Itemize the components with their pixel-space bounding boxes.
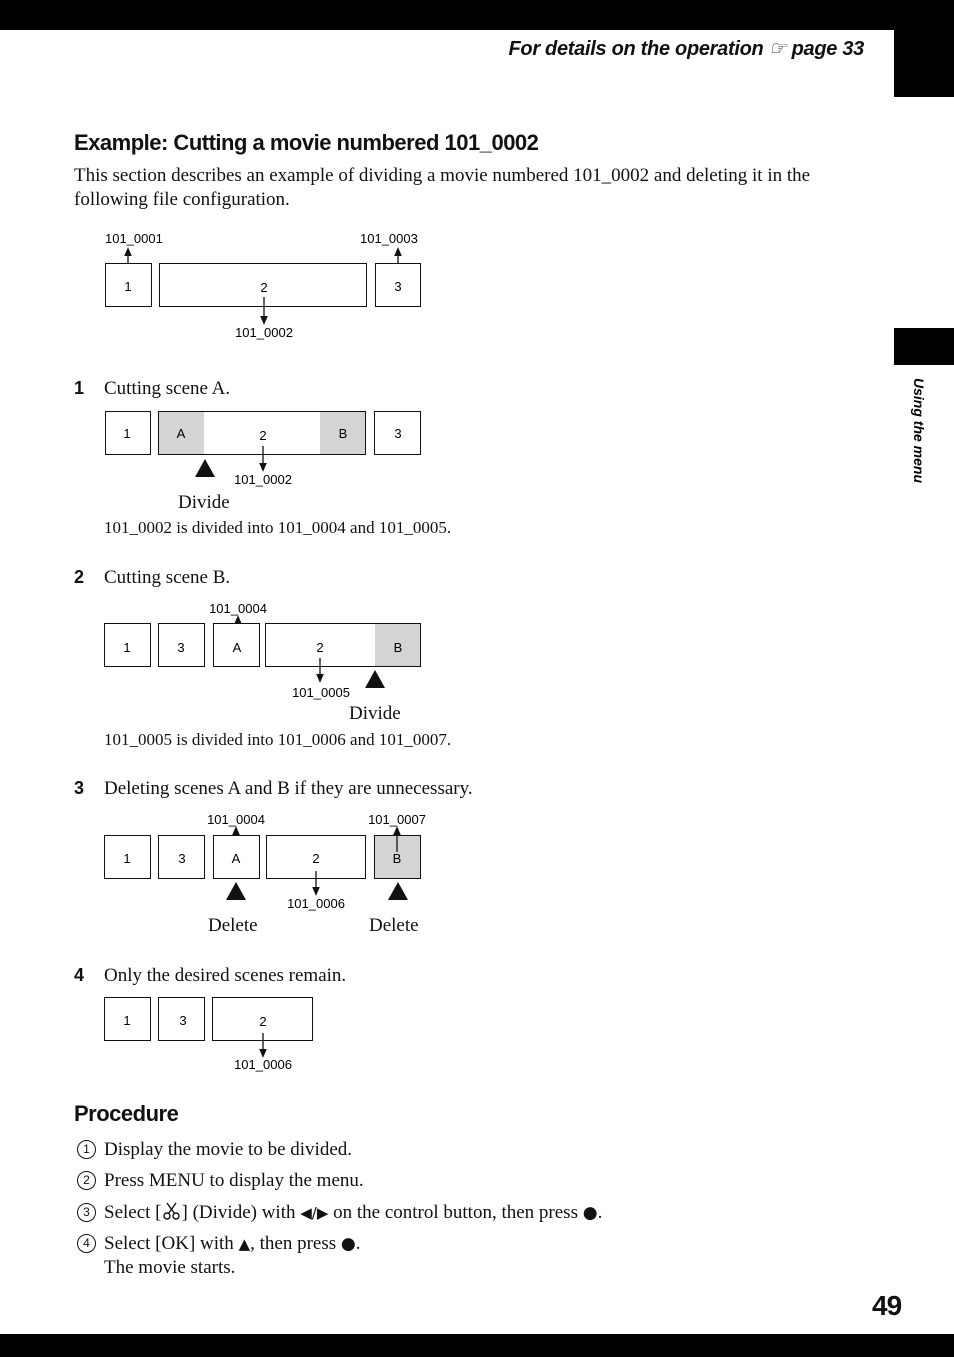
top-bar bbox=[0, 0, 954, 30]
label-101-0001: 101_0001 bbox=[105, 231, 163, 246]
divide-marker-icon bbox=[365, 670, 385, 688]
procedure-item-3-number: 3 bbox=[77, 1203, 96, 1222]
top-tab-block bbox=[894, 30, 954, 97]
procedure-item-1: Display the movie to be divided. bbox=[104, 1139, 353, 1160]
diagram-step4 bbox=[0, 992, 460, 1082]
delete-label-left: Delete bbox=[208, 915, 258, 936]
left-right-arrows-icon: ◀/▶ bbox=[300, 1204, 329, 1222]
cell-1: 1 bbox=[123, 851, 131, 866]
cell-3: 3 bbox=[178, 851, 186, 866]
cell-2: 2 bbox=[259, 1014, 267, 1029]
diagram-file-configuration bbox=[0, 225, 460, 350]
center-button-icon: ● bbox=[582, 1203, 598, 1223]
step-note: 101_0002 is divided into 101_0004 and 101_0005. bbox=[104, 518, 452, 537]
step-text: Cutting scene B. bbox=[104, 567, 231, 588]
diagram-step3 bbox=[0, 808, 460, 918]
cell-1: 1 bbox=[123, 426, 131, 441]
scene-a: A bbox=[232, 640, 242, 655]
step-number: 3 bbox=[74, 778, 85, 798]
divide-label: Divide bbox=[349, 703, 401, 724]
procedure-item-2: Press MENU to display the menu. bbox=[104, 1170, 364, 1191]
scene-a: A bbox=[176, 426, 186, 441]
label-101-0004: 101_0004 bbox=[209, 601, 267, 616]
example-description: This section describes an example of dividing a movie numbered 101_0002 and deleting it in the following file configuration. bbox=[74, 165, 811, 210]
step-text: Cutting scene A. bbox=[104, 378, 231, 399]
up-arrow-icon: ▲ bbox=[238, 1235, 251, 1253]
label-101-0002: 101_0002 bbox=[235, 325, 293, 340]
procedure-item-4: Select [OK] with ▲, then press ●. bbox=[104, 1233, 361, 1254]
procedure-title: Procedure bbox=[74, 1101, 179, 1126]
step-number: 1 bbox=[74, 378, 85, 398]
delete-marker-icon bbox=[388, 882, 408, 900]
scissors-icon bbox=[162, 1201, 182, 1221]
cell-2: 2 bbox=[259, 428, 267, 443]
procedure-item-1-number: 1 bbox=[77, 1140, 96, 1159]
side-tab-block bbox=[894, 328, 954, 365]
cell-1: 1 bbox=[123, 1013, 131, 1028]
cell-3: 3 bbox=[394, 279, 402, 294]
label-101-0007: 101_0007 bbox=[368, 812, 426, 827]
file-label: 101_0002 bbox=[234, 472, 292, 487]
header-text: For details on the operation bbox=[508, 38, 764, 60]
cell-2: 2 bbox=[316, 640, 324, 655]
side-tab-label: Using the menu bbox=[911, 378, 927, 484]
cell-2: 2 bbox=[260, 280, 268, 295]
procedure-item-3: Select [ ] (Divide) with ◀/▶ on the control button, then press ●. bbox=[104, 1202, 603, 1223]
divide-marker-icon bbox=[195, 459, 215, 477]
cell-3: 3 bbox=[179, 1013, 187, 1028]
procedure-item-4-result: The movie starts. bbox=[104, 1257, 236, 1278]
cell-1: 1 bbox=[123, 640, 131, 655]
label-101-0003: 101_0003 bbox=[360, 231, 418, 246]
file-label: 101_0006 bbox=[234, 1057, 292, 1072]
procedure-item-2-number: 2 bbox=[77, 1171, 96, 1190]
diagram-step1 bbox=[0, 405, 460, 520]
page-number: 49 bbox=[872, 1290, 902, 1321]
center-button-icon: ● bbox=[340, 1234, 356, 1254]
example-title: Example: Cutting a movie numbered 101_0002 bbox=[74, 130, 539, 155]
delete-marker-icon bbox=[226, 882, 246, 900]
scene-a: A bbox=[231, 851, 241, 866]
step-note: 101_0005 is divided into 101_0006 and 101_0007. bbox=[104, 730, 452, 749]
bottom-bar bbox=[0, 1334, 954, 1357]
scene-b: B bbox=[338, 426, 348, 441]
cell-1: 1 bbox=[124, 279, 132, 294]
file-label: 101_0006 bbox=[287, 896, 345, 911]
label-101-0004: 101_0004 bbox=[207, 812, 265, 827]
procedure-item-4-number: 4 bbox=[77, 1234, 96, 1253]
step-number: 4 bbox=[74, 965, 85, 985]
divide-label: Divide bbox=[178, 492, 230, 513]
page-header bbox=[508, 36, 864, 61]
scene-b: B bbox=[392, 851, 402, 866]
cell-3: 3 bbox=[177, 640, 185, 655]
file-label: 101_0005 bbox=[292, 685, 350, 700]
scene-b: B bbox=[393, 640, 403, 655]
delete-label-right: Delete bbox=[369, 915, 419, 936]
cell-2: 2 bbox=[312, 851, 320, 866]
step-number: 2 bbox=[74, 567, 85, 587]
step-text: Deleting scenes A and B if they are unnecessary. bbox=[104, 778, 473, 799]
step-text: Only the desired scenes remain. bbox=[104, 965, 347, 986]
header-page-ref[interactable]: page 33 bbox=[791, 38, 864, 60]
pointer-icon: ☞ bbox=[768, 38, 787, 60]
cell-3: 3 bbox=[394, 426, 402, 441]
diagram-step2 bbox=[0, 597, 460, 707]
